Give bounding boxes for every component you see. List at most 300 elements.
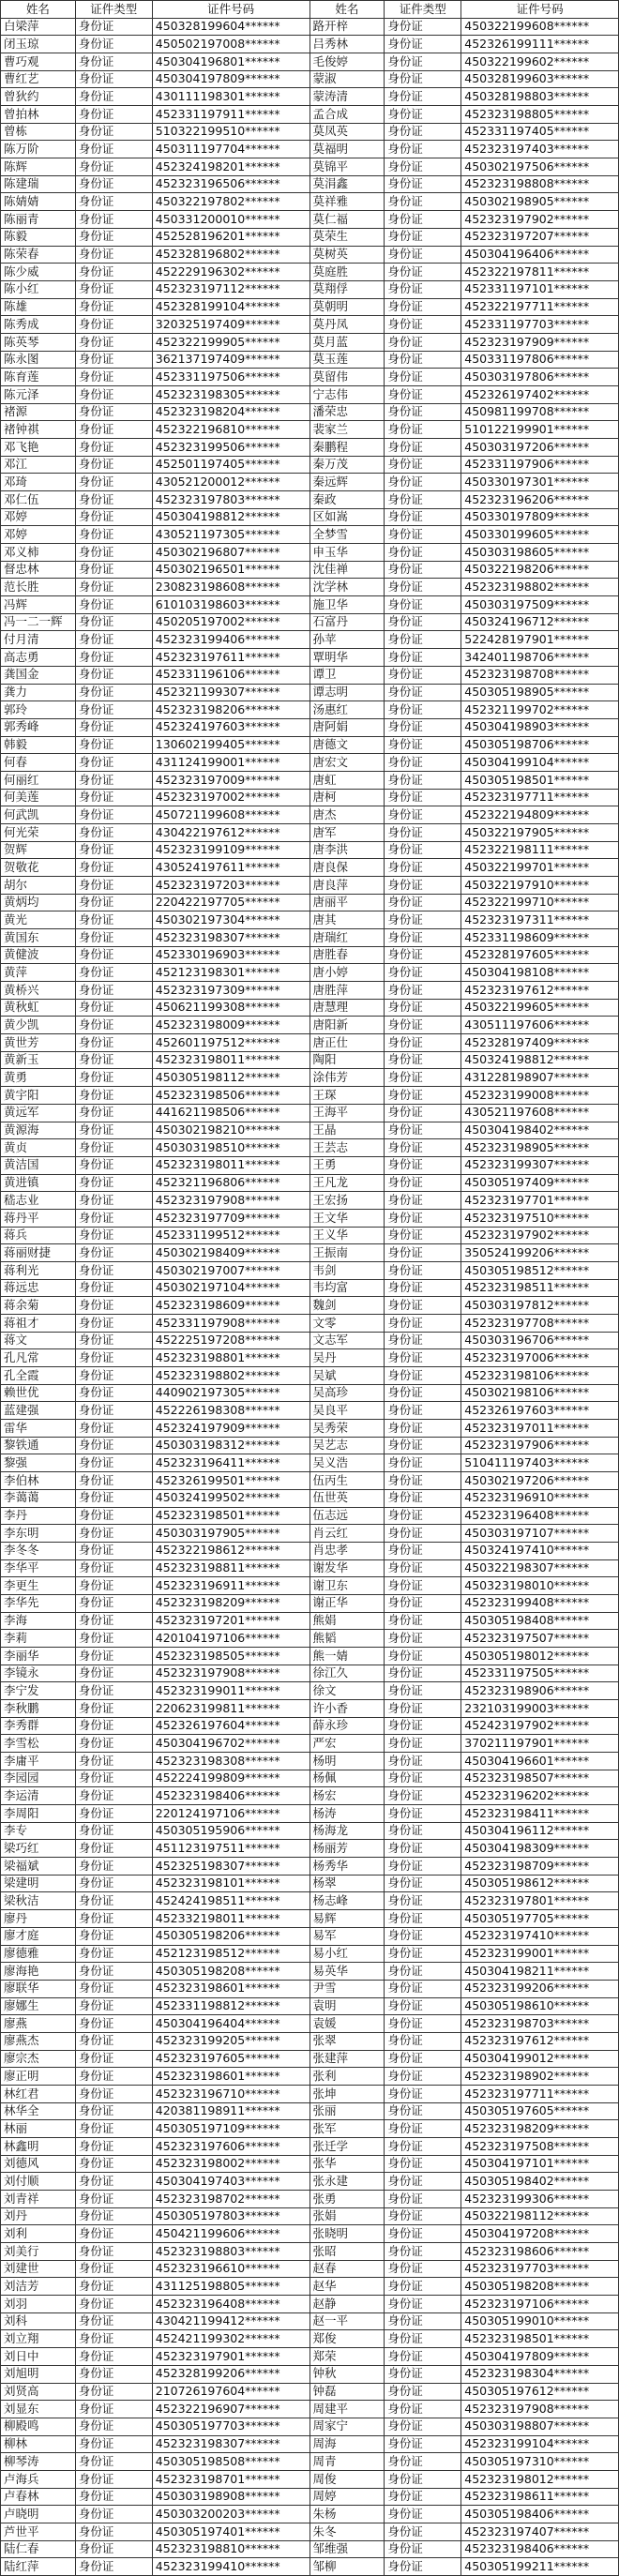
right-name-cell: 韦均富: [310, 1280, 385, 1298]
left-id-number-cell: 450304196702******: [153, 1735, 310, 1753]
left-name-cell: 梁建明: [1, 1876, 76, 1893]
right-id-number-cell: 452323199408******: [461, 1595, 619, 1613]
left-id-number-cell: 452331197911******: [153, 106, 310, 124]
right-id-type-cell: 身份证: [385, 1262, 461, 1280]
left-id-number-cell: 452323198307******: [153, 2436, 310, 2454]
left-name-cell: 曹巧观: [1, 53, 76, 71]
left-name-cell: 刘利: [1, 2225, 76, 2243]
right-id-number-cell: 450303198605******: [461, 544, 619, 562]
right-id-number-cell: 452323199206******: [461, 1981, 619, 1998]
left-id-number-cell: 450721199608******: [153, 806, 310, 824]
left-name-cell: 冯一二一辉: [1, 614, 76, 632]
right-id-type-cell: 身份证: [385, 754, 461, 772]
left-name-cell: 李华先: [1, 1595, 76, 1613]
right-id-type-cell: 身份证: [385, 334, 461, 352]
right-name-cell: 张永建: [310, 2173, 385, 2191]
right-id-type-cell: 身份证: [385, 2103, 461, 2121]
left-id-number-cell: 452323198802******: [153, 1367, 310, 1385]
left-name-cell: 贺辉: [1, 842, 76, 860]
right-id-type-cell: 身份证: [385, 2243, 461, 2261]
right-name-cell: 莫翔俘: [310, 281, 385, 299]
left-id-number-cell: 450328199604******: [153, 19, 310, 37]
left-name-cell: 龚力: [1, 685, 76, 702]
right-name-cell: 张华: [310, 2156, 385, 2174]
right-id-number-cell: 452322199710******: [461, 895, 619, 912]
right-name-cell: 杨宏: [310, 1787, 385, 1805]
left-id-number-cell: 452323196506******: [153, 176, 310, 194]
left-id-number-cell: 430521197305******: [153, 526, 310, 544]
right-id-number-cell: 452323199001******: [461, 1946, 619, 1964]
left-id-type-cell: 身份证: [76, 229, 153, 247]
right-name-cell: 唐李洪: [310, 842, 385, 860]
left-id-number-cell: 452323197901******: [153, 2348, 310, 2366]
right-name-cell: 覃明华: [310, 649, 385, 667]
right-id-type-cell: 身份证: [385, 1840, 461, 1858]
left-id-type-cell: 身份证: [76, 754, 153, 772]
left-id-type-cell: 身份证: [76, 2103, 153, 2121]
right-id-type-cell: 身份证: [385, 316, 461, 334]
right-name-cell: 莫涓鑫: [310, 176, 385, 194]
right-name-cell: 唐小婷: [310, 964, 385, 982]
right-id-number-cell: 452331197906******: [461, 457, 619, 475]
left-id-number-cell: 450311197704******: [153, 141, 310, 158]
left-id-number-cell: 452321196806******: [153, 1175, 310, 1193]
right-id-number-cell: 450305199211******: [461, 2558, 619, 2576]
left-id-type-cell: 身份证: [76, 947, 153, 965]
right-id-number-cell: 450331197806******: [461, 352, 619, 369]
right-id-number-cell: 450322198112******: [461, 2208, 619, 2226]
right-id-type-cell: 身份证: [385, 1787, 461, 1805]
left-name-cell: 刘美行: [1, 2243, 76, 2261]
left-id-type-cell: 身份证: [76, 790, 153, 807]
right-id-type-cell: 身份证: [385, 141, 461, 158]
left-name-cell: 邓飞艳: [1, 439, 76, 457]
right-id-number-cell: 452323198606******: [461, 2243, 619, 2261]
left-id-type-cell: 身份证: [76, 719, 153, 737]
left-id-type-cell: 身份证: [76, 2523, 153, 2541]
right-id-type-cell: 身份证: [385, 1735, 461, 1753]
left-id-type-cell: 身份证: [76, 1892, 153, 1910]
left-name-cell: 黄贞: [1, 1139, 76, 1157]
left-id-number-cell: 452322199905******: [153, 334, 310, 352]
right-id-type-cell: 身份证: [385, 229, 461, 247]
left-id-number-cell: 452323199205******: [153, 2033, 310, 2051]
right-id-number-cell: 450304198309******: [461, 1840, 619, 1858]
right-id-number-cell: 452323196910******: [461, 1490, 619, 1508]
right-id-type-cell: 身份证: [385, 1034, 461, 1052]
left-name-cell: 黄萍: [1, 964, 76, 982]
right-id-type-cell: 身份证: [385, 2418, 461, 2436]
left-name-cell: 陈少威: [1, 264, 76, 281]
right-id-number-cell: 452323198611******: [461, 2489, 619, 2507]
right-id-type-cell: 身份证: [385, 1315, 461, 1333]
right-id-number-cell: 452323197902******: [461, 211, 619, 229]
right-id-type-cell: 身份证: [385, 106, 461, 124]
right-id-number-cell: 452326197402******: [461, 386, 619, 404]
right-id-type-cell: 身份证: [385, 877, 461, 895]
right-id-type-cell: 身份证: [385, 2278, 461, 2296]
right-id-type-cell: 身份证: [385, 1928, 461, 1946]
left-id-type-cell: 身份证: [76, 1946, 153, 1964]
left-id-type-cell: 身份证: [76, 1981, 153, 1998]
right-id-type-cell: 身份证: [385, 1244, 461, 1262]
left-id-type-cell: 身份证: [76, 2120, 153, 2138]
left-id-number-cell: 452331197908******: [153, 1315, 310, 1333]
left-id-number-cell: 452323198506******: [153, 1087, 310, 1105]
left-name-cell: 范长胜: [1, 579, 76, 596]
left-name-cell: 李冬冬: [1, 1543, 76, 1560]
left-id-number-cell: 452323198601******: [153, 2068, 310, 2086]
right-name-cell: 王海平: [310, 1105, 385, 1122]
right-id-type-cell: 身份证: [385, 474, 461, 491]
right-id-type-cell: 身份证: [385, 1543, 461, 1560]
right-name-cell: 杨涛: [310, 1805, 385, 1823]
right-id-type-cell: 身份证: [385, 1630, 461, 1648]
right-name-cell: 张勇: [310, 2191, 385, 2208]
left-id-number-cell: 450304197403******: [153, 2173, 310, 2191]
right-id-number-cell: 452323197612******: [461, 2033, 619, 2051]
left-name-cell: 黄光: [1, 911, 76, 929]
left-name-cell: 闭玉琼: [1, 36, 76, 53]
left-id-number-cell: 230823198608******: [153, 579, 310, 596]
right-id-type-cell: 身份证: [385, 193, 461, 211]
right-id-type-cell: 身份证: [385, 824, 461, 842]
left-name-cell: 黄健波: [1, 947, 76, 965]
left-id-type-cell: 身份证: [76, 2015, 153, 2033]
left-id-type-cell: 身份证: [76, 649, 153, 667]
left-name-cell: 蒋丽财捷: [1, 1244, 76, 1262]
right-id-number-cell: 450981199708******: [461, 404, 619, 422]
left-id-type-cell: 身份证: [76, 1349, 153, 1367]
right-id-type-cell: 身份证: [385, 439, 461, 457]
left-name-cell: 李秀群: [1, 1718, 76, 1736]
left-name-cell: 陈毅: [1, 229, 76, 247]
left-id-type-cell: 身份证: [76, 1139, 153, 1157]
right-id-type-cell: 身份证: [385, 895, 461, 912]
right-id-number-cell: 452323198906******: [461, 1682, 619, 1700]
right-name-cell: 易小红: [310, 1946, 385, 1964]
right-name-cell: 唐慧理: [310, 1000, 385, 1017]
right-id-type-cell: 身份证: [385, 457, 461, 475]
right-name-cell: 唐阿娟: [310, 719, 385, 737]
left-id-number-cell: 452528196201******: [153, 229, 310, 247]
right-name-cell: 谢正华: [310, 1595, 385, 1613]
left-name-cell: 陈雄: [1, 299, 76, 317]
right-id-number-cell: 510411197403******: [461, 1454, 619, 1472]
left-id-type-cell: 身份证: [76, 1069, 153, 1087]
left-id-number-cell: 430521200012******: [153, 474, 310, 491]
left-name-cell: 曾栋: [1, 124, 76, 142]
right-id-number-cell: 452321199702******: [461, 701, 619, 719]
right-id-type-cell: 身份证: [385, 1069, 461, 1087]
left-id-number-cell: 452323198406******: [153, 1787, 310, 1805]
right-name-cell: 唐柯: [310, 790, 385, 807]
left-id-number-cell: 220623199811******: [153, 1700, 310, 1718]
left-name-cell: 刘建世: [1, 2261, 76, 2279]
right-name-cell: 杨丽芳: [310, 1840, 385, 1858]
right-id-number-cell: 452323197410******: [461, 1928, 619, 1946]
left-id-number-cell: 450305198112******: [153, 1069, 310, 1087]
right-name-cell: 陶阳: [310, 1052, 385, 1070]
left-id-number-cell: 452229196302******: [153, 264, 310, 281]
left-name-cell: 褚源: [1, 404, 76, 422]
left-id-number-cell: 362137197409******: [153, 352, 310, 369]
right-id-number-cell: 452323197207******: [461, 229, 619, 247]
right-id-type-cell: 身份证: [385, 1157, 461, 1175]
left-id-number-cell: 452323199410******: [153, 2558, 310, 2576]
left-id-number-cell: 450303197905******: [153, 1525, 310, 1543]
left-id-type-cell: 身份证: [76, 2051, 153, 2069]
right-id-type-cell: 身份证: [385, 1000, 461, 1017]
left-name-cell: 黄新玉: [1, 1052, 76, 1070]
right-id-number-cell: 370211197901******: [461, 1735, 619, 1753]
left-name-cell: 芦世平: [1, 2523, 76, 2541]
left-id-type-cell: 身份证: [76, 2086, 153, 2103]
left-id-type-cell: 身份证: [76, 842, 153, 860]
right-id-number-cell: 450302198106******: [461, 1385, 619, 1403]
right-name-cell: 唐胜萍: [310, 982, 385, 1000]
right-id-type-cell: 身份证: [385, 2401, 461, 2418]
left-id-number-cell: 452323197112******: [153, 281, 310, 299]
left-id-number-cell: 450305197703******: [153, 2418, 310, 2436]
left-id-type-cell: 身份证: [76, 1910, 153, 1928]
right-id-number-cell: 452323196202******: [461, 1787, 619, 1805]
right-name-cell: 莫树英: [310, 247, 385, 264]
right-id-number-cell: 452323198511******: [461, 1280, 619, 1298]
left-name-cell: 林华全: [1, 2103, 76, 2121]
left-id-number-cell: 450331200010******: [153, 211, 310, 229]
left-id-number-cell: 452323199109******: [153, 842, 310, 860]
right-id-number-cell: 452323198501******: [461, 2330, 619, 2348]
header-left-id-type-cell: 证件类型: [76, 1, 153, 19]
left-id-type-cell: 身份证: [76, 2366, 153, 2384]
left-id-type-cell: 身份证: [76, 685, 153, 702]
left-name-cell: 李海: [1, 1613, 76, 1631]
right-id-type-cell: 身份证: [385, 247, 461, 264]
left-id-number-cell: 452322196810******: [153, 421, 310, 439]
left-id-number-cell: 452321199307******: [153, 685, 310, 702]
left-id-type-cell: 身份证: [76, 2453, 153, 2471]
right-id-number-cell: 452323198411******: [461, 1805, 619, 1823]
right-id-number-cell: 452323197011******: [461, 1420, 619, 1438]
right-name-cell: 张晓明: [310, 2225, 385, 2243]
left-id-number-cell: 450302197304******: [153, 911, 310, 929]
left-name-cell: 李运清: [1, 1787, 76, 1805]
right-name-cell: 许小香: [310, 1700, 385, 1718]
left-id-number-cell: 452323198810******: [153, 2541, 310, 2559]
right-id-type-cell: 身份证: [385, 806, 461, 824]
right-id-number-cell: 450304198211******: [461, 1963, 619, 1981]
left-name-cell: 廖海艳: [1, 1963, 76, 1981]
left-id-type-cell: 身份证: [76, 2506, 153, 2523]
right-name-cell: 石富丹: [310, 614, 385, 632]
left-name-cell: 陆红萍: [1, 2558, 76, 2576]
right-id-number-cell: 450303198807******: [461, 2418, 619, 2436]
left-name-cell: 赖世优: [1, 1385, 76, 1403]
left-id-type-cell: 身份证: [76, 824, 153, 842]
left-id-number-cell: 452323198609******: [153, 1297, 310, 1315]
left-name-cell: 廖丹: [1, 1910, 76, 1928]
left-id-number-cell: 450302198409******: [153, 1244, 310, 1262]
left-id-number-cell: 452123198512******: [153, 1946, 310, 1964]
right-id-number-cell: 450322199602******: [461, 53, 619, 71]
right-id-type-cell: 身份证: [385, 386, 461, 404]
right-name-cell: 赵春: [310, 2261, 385, 2279]
left-id-type-cell: 身份证: [76, 491, 153, 509]
right-id-number-cell: 450302197206******: [461, 1472, 619, 1490]
right-name-cell: 蒙涛清: [310, 88, 385, 106]
right-id-number-cell: 450322197905******: [461, 824, 619, 842]
left-id-type-cell: 身份证: [76, 141, 153, 158]
left-name-cell: 李秋鹏: [1, 1700, 76, 1718]
right-name-cell: 唐虹: [310, 772, 385, 790]
right-name-cell: 文零: [310, 1315, 385, 1333]
right-name-cell: 王文华: [310, 1210, 385, 1228]
left-id-number-cell: 452323198206******: [153, 701, 310, 719]
left-id-type-cell: 身份证: [76, 2068, 153, 2086]
left-id-type-cell: 身份证: [76, 1052, 153, 1070]
right-name-cell: 钟秋: [310, 2366, 385, 2384]
left-name-cell: 付月清: [1, 631, 76, 649]
left-id-number-cell: 452323197009******: [153, 772, 310, 790]
left-id-type-cell: 身份证: [76, 1262, 153, 1280]
left-id-number-cell: 452323197611******: [153, 649, 310, 667]
left-name-cell: 黄洁国: [1, 1157, 76, 1175]
right-name-cell: 唐丽平: [310, 895, 385, 912]
right-id-number-cell: 450304199104******: [461, 754, 619, 772]
right-name-cell: 唐宏文: [310, 754, 385, 772]
right-id-number-cell: 450305198905******: [461, 685, 619, 702]
left-id-type-cell: 身份证: [76, 2156, 153, 2174]
left-id-number-cell: 452323197309******: [153, 982, 310, 1000]
right-id-type-cell: 身份证: [385, 36, 461, 53]
left-id-type-cell: 身份证: [76, 859, 153, 877]
right-id-number-cell: 450322199608******: [461, 19, 619, 37]
right-name-cell: 韦剑: [310, 1262, 385, 1280]
right-id-number-cell: 452323197612******: [461, 982, 619, 1000]
right-name-cell: 唐胜春: [310, 947, 385, 965]
left-id-number-cell: 452324198201******: [153, 158, 310, 176]
left-id-number-cell: 220124197106******: [153, 1805, 310, 1823]
left-id-number-cell: 450303198312******: [153, 1438, 310, 1455]
right-id-number-cell: 450305198612******: [461, 1876, 619, 1893]
header-left-name-cell: 姓名: [1, 1, 76, 19]
left-id-number-cell: 452323199406******: [153, 631, 310, 649]
left-id-type-cell: 身份证: [76, 1543, 153, 1560]
left-name-cell: 李专: [1, 1823, 76, 1841]
left-id-type-cell: 身份证: [76, 1034, 153, 1052]
left-id-number-cell: 452424198511******: [153, 1892, 310, 1910]
left-id-number-cell: 452328199206******: [153, 2366, 310, 2384]
right-name-cell: 秦远辉: [310, 474, 385, 491]
left-id-number-cell: 452322196907******: [153, 2401, 310, 2418]
right-id-type-cell: 身份证: [385, 124, 461, 142]
right-name-cell: 唐瑞红: [310, 929, 385, 947]
right-name-cell: 伍志远: [310, 1508, 385, 1526]
left-name-cell: 刘日中: [1, 2348, 76, 2366]
left-id-number-cell: 452323197002******: [153, 790, 310, 807]
right-name-cell: 莫荣生: [310, 229, 385, 247]
right-name-cell: 杨秀华: [310, 1858, 385, 1876]
right-id-number-cell: 431228198907******: [461, 1069, 619, 1087]
right-id-type-cell: 身份证: [385, 1438, 461, 1455]
left-id-type-cell: 身份证: [76, 421, 153, 439]
right-id-type-cell: 身份证: [385, 614, 461, 632]
left-name-cell: 白梁萍: [1, 19, 76, 37]
right-id-number-cell: 450324198812******: [461, 1052, 619, 1070]
left-name-cell: 柳林: [1, 2436, 76, 2454]
right-name-cell: 王义华: [310, 1228, 385, 1245]
left-id-type-cell: 身份证: [76, 1315, 153, 1333]
right-name-cell: 易辉: [310, 1910, 385, 1928]
left-name-cell: 廖宗杰: [1, 2051, 76, 2069]
left-id-type-cell: 身份证: [76, 1858, 153, 1876]
left-id-type-cell: 身份证: [76, 176, 153, 194]
right-name-cell: 王芸志: [310, 1139, 385, 1157]
left-id-type-cell: 身份证: [76, 106, 153, 124]
left-id-number-cell: 452226198308******: [153, 1402, 310, 1420]
left-id-type-cell: 身份证: [76, 53, 153, 71]
right-id-type-cell: 身份证: [385, 1998, 461, 2016]
right-name-cell: 王振南: [310, 1244, 385, 1262]
right-name-cell: 杨明: [310, 1753, 385, 1770]
left-id-number-cell: 450324199502******: [153, 1490, 310, 1508]
right-id-number-cell: 452323198507******: [461, 1770, 619, 1788]
right-id-type-cell: 身份证: [385, 158, 461, 176]
left-name-cell: 卢春林: [1, 2489, 76, 2507]
right-id-number-cell: 452323198304******: [461, 2366, 619, 2384]
left-name-cell: 梁福斌: [1, 1858, 76, 1876]
right-id-number-cell: 452323197909******: [461, 334, 619, 352]
left-id-number-cell: 610103198603******: [153, 596, 310, 614]
left-id-number-cell: 452323198501******: [153, 1508, 310, 1526]
right-id-number-cell: 450328199603******: [461, 71, 619, 89]
right-id-number-cell: 450305197409******: [461, 1175, 619, 1193]
right-id-number-cell: 452323197906******: [461, 1438, 619, 1455]
left-id-type-cell: 身份证: [76, 474, 153, 491]
left-id-type-cell: 身份证: [76, 2208, 153, 2226]
left-name-cell: 廖才庭: [1, 1928, 76, 1946]
left-id-type-cell: 身份证: [76, 1297, 153, 1315]
right-id-type-cell: 身份证: [385, 2489, 461, 2507]
right-id-number-cell: 430521197608******: [461, 1105, 619, 1122]
left-id-type-cell: 身份证: [76, 631, 153, 649]
left-id-type-cell: 身份证: [76, 1385, 153, 1403]
left-name-cell: 刘旭明: [1, 2366, 76, 2384]
left-id-type-cell: 身份证: [76, 1175, 153, 1193]
left-id-number-cell: 452323196710******: [153, 2086, 310, 2103]
left-id-type-cell: 身份证: [76, 1648, 153, 1665]
left-id-number-cell: 430111198301******: [153, 88, 310, 106]
right-name-cell: 魏剑: [310, 1297, 385, 1315]
left-id-type-cell: 身份证: [76, 124, 153, 142]
right-id-type-cell: 身份证: [385, 19, 461, 37]
right-name-cell: 伍世英: [310, 1490, 385, 1508]
left-id-number-cell: 452331197506******: [153, 369, 310, 386]
right-name-cell: 周建平: [310, 2401, 385, 2418]
left-id-number-cell: 452323197203******: [153, 877, 310, 895]
right-id-number-cell: 450305198208******: [461, 2278, 619, 2296]
left-id-number-cell: 430421199412******: [153, 2313, 310, 2331]
left-id-number-cell: 452323196411******: [153, 1454, 310, 1472]
right-name-cell: 吴艺志: [310, 1438, 385, 1455]
right-name-cell: 唐阳新: [310, 1017, 385, 1034]
right-name-cell: 唐正仕: [310, 1034, 385, 1052]
right-name-cell: 邹维强: [310, 2541, 385, 2559]
right-name-cell: 孟合成: [310, 106, 385, 124]
right-name-cell: 钟磊: [310, 2384, 385, 2402]
right-name-cell: 孙苹: [310, 631, 385, 649]
